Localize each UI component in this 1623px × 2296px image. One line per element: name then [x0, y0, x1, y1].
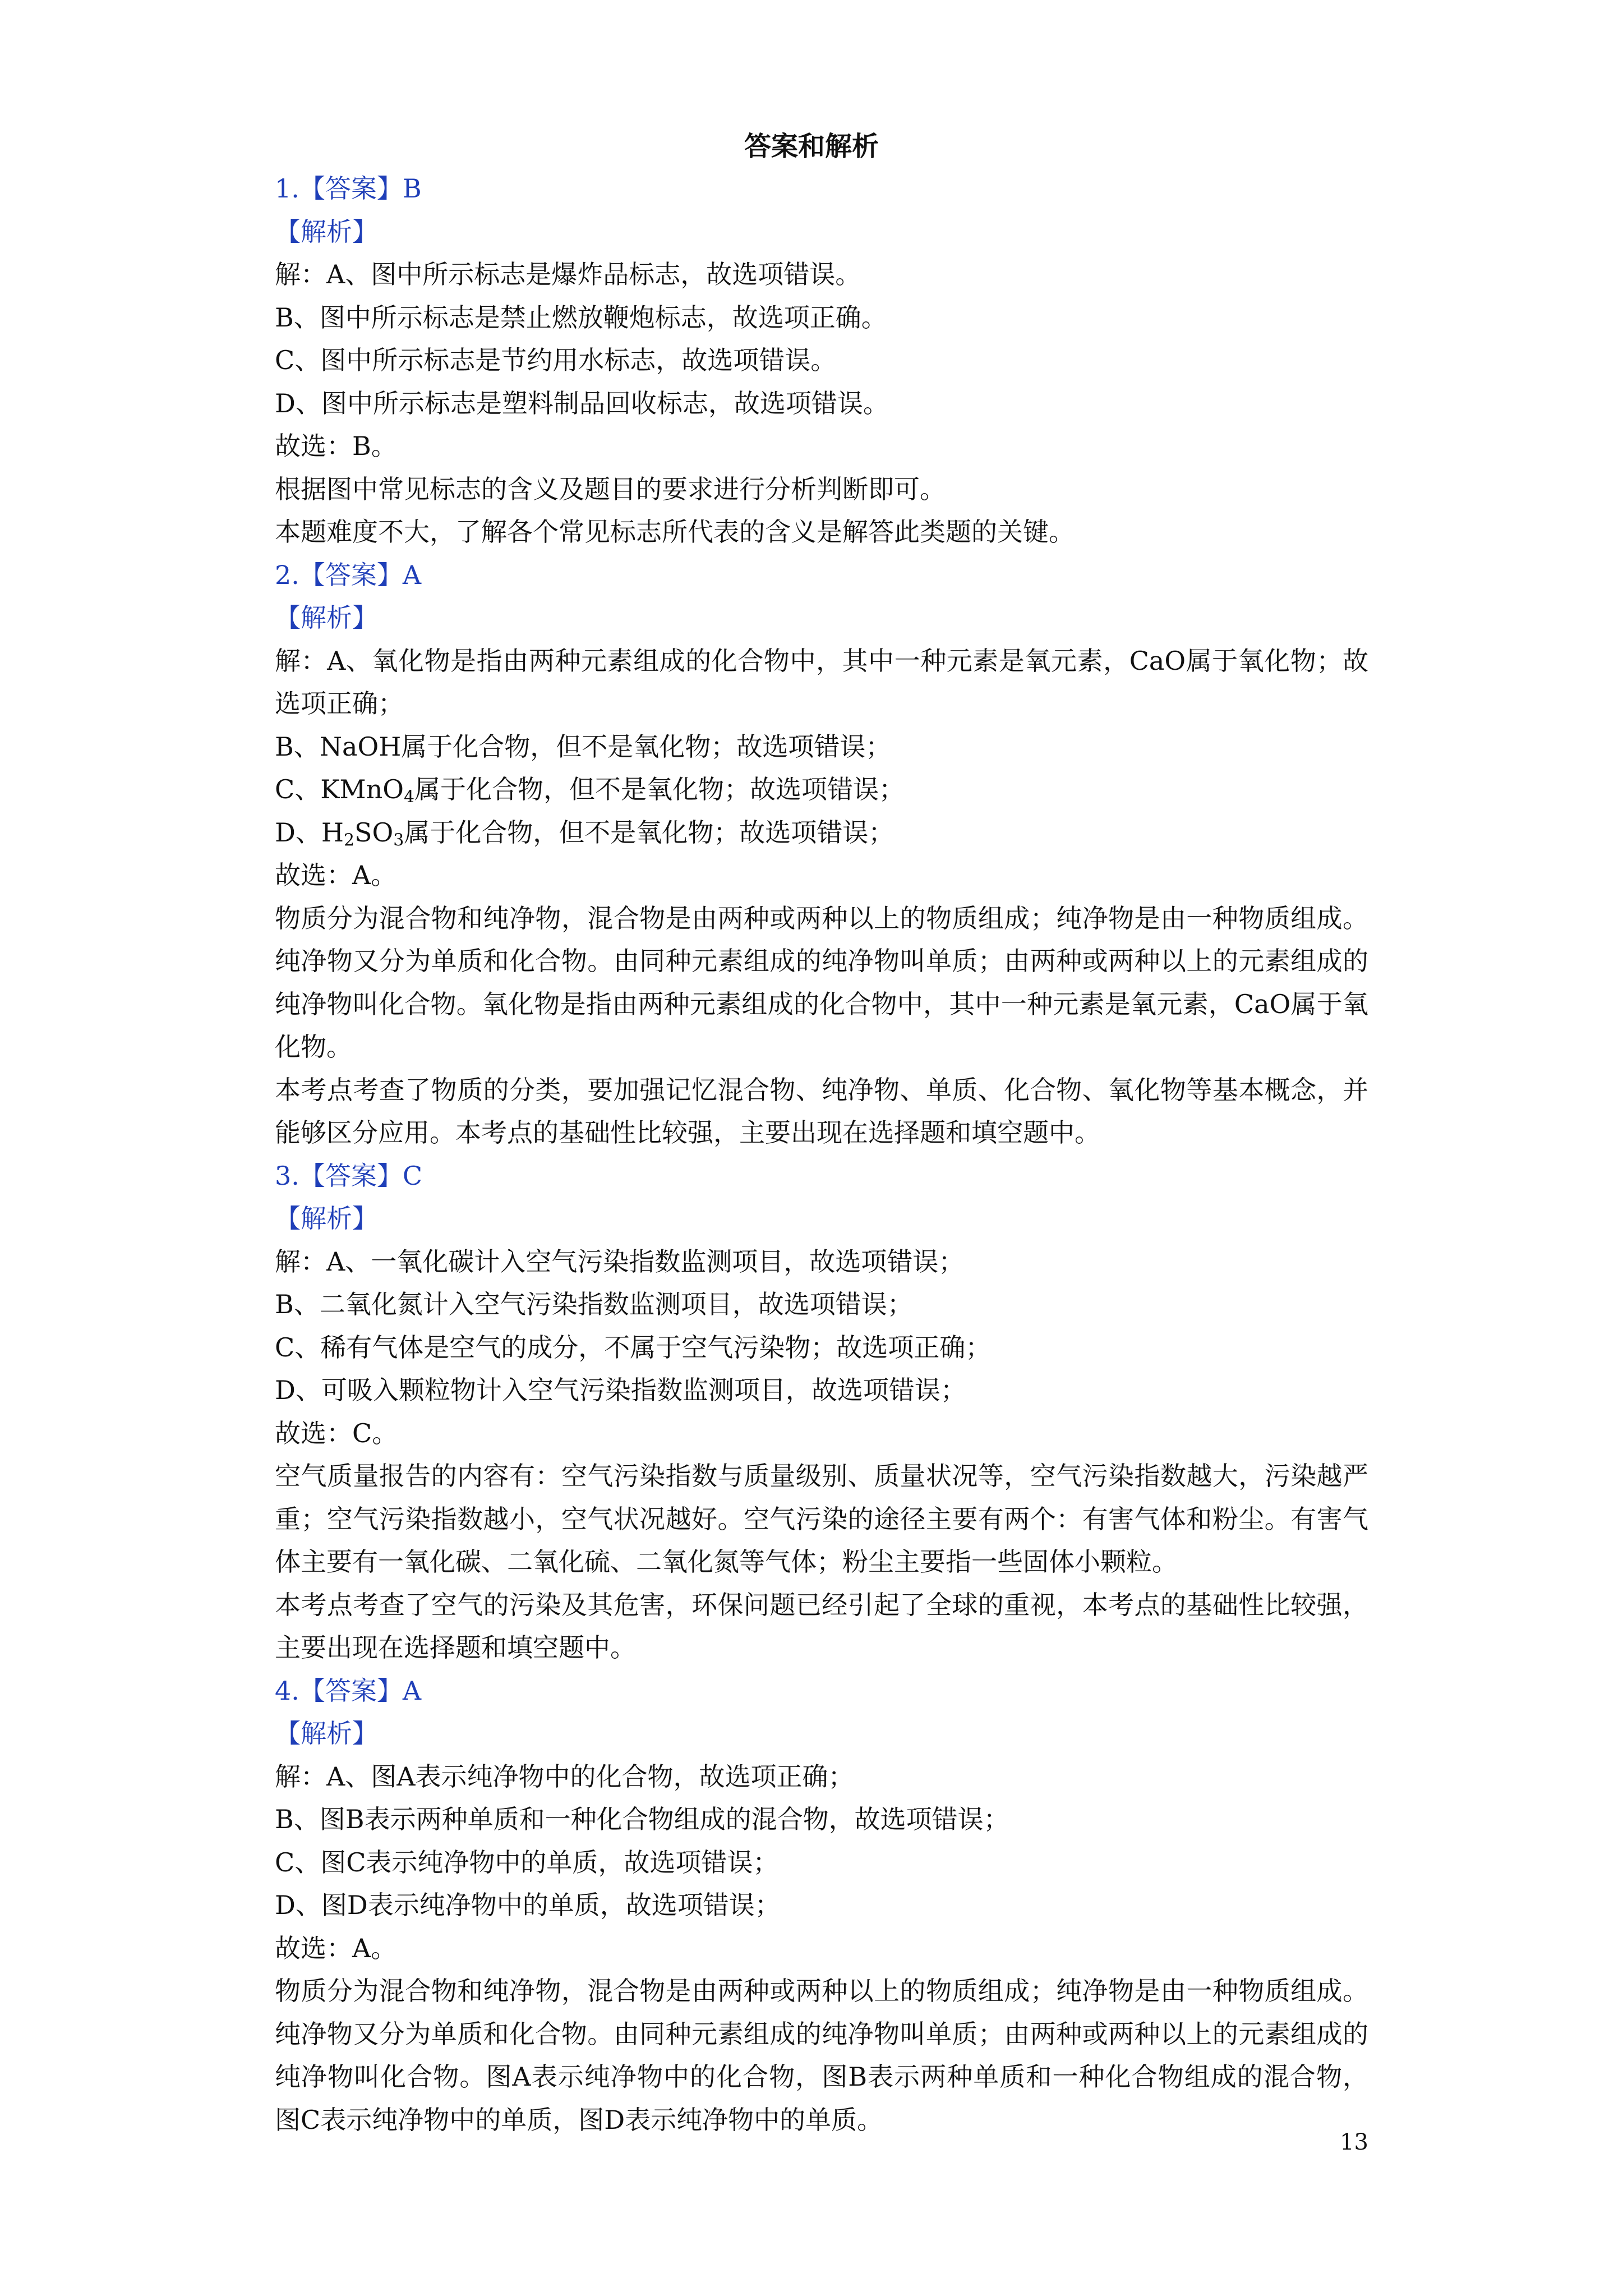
- q2-line-kmno4: [275, 768, 1368, 811]
- q1-line: 故选：B。: [275, 431, 397, 461]
- q3-number: 3.: [275, 1160, 299, 1191]
- q2-analysis-tag: 【解析】: [275, 602, 378, 633]
- q3-answer-label: 【答案】: [299, 1160, 403, 1191]
- q4-explanation: 物质分为混合物和纯净物，混合物是由两种或两种以上的物质组成；纯净物是由一种物质组成。纯净物又分为单质和化合物。由同种元素组成的纯净物叫单质；由两种或两种以上的元素组成的纯净物叫化合物。图A表示纯净物中的化合物，图B表示两种单质和一种化合物组成的混合物，图C表示纯净物中的单质，图D表示纯净物中的单质。: [275, 1976, 1368, 2135]
- q2-line: 解：A、氧化物是指由两种元素组成的化合物中，其中一种元素是氧元素，CaO属于氧化物；故选项正确；: [275, 645, 1368, 719]
- q1-line: B、图中所示标志是禁止燃放鞭炮标志，故选项正确。: [275, 302, 887, 333]
- line-text: 属于化合物，但不是氧化物；故选项错误；: [404, 817, 895, 848]
- q4-line: 解：A、图A表示纯净物中的化合物，故选项正确；: [275, 1761, 854, 1792]
- q4-line: 故选：A。: [275, 1932, 397, 1963]
- q4-line: C、图C表示纯净物中的单质，故选项错误；: [275, 1847, 779, 1878]
- q1-line: 根据图中常见标志的含义及题目的要求进行分析判断即可。: [275, 473, 946, 504]
- q3-answer-value: C: [402, 1160, 423, 1191]
- q1-analysis-tag: 【解析】: [275, 216, 378, 247]
- q2-line-h2so3: [275, 811, 1368, 854]
- page-title: 答案和解析: [744, 131, 879, 162]
- q3-summary: 本考点考查了空气的污染及其危害，环保问题已经引起了全球的重视，本考点的基础性比较强，主要出现在选择题和填空题中。: [275, 1589, 1368, 1663]
- formula-subscript: 2: [344, 830, 355, 850]
- q3-explanation: 空气质量报告的内容有：空气污染指数与质量级别、质量状况等，空气污染指数越大，污染越严重；空气污染指数越小，空气状况越好。空气污染的途径主要有两个：有害气体和粉尘。有害气体主要有一氧化碳、二氧化硫、二氧化氮等气体；粉尘主要指一些固体小颗粒。: [275, 1461, 1368, 1577]
- q1-line: D、图中所示标志是塑料制品回收标志，故选项错误。: [275, 388, 889, 418]
- q4-answer-label: 【答案】: [299, 1675, 403, 1706]
- q3-answer-heading: [275, 1154, 1368, 1198]
- page-number: 13: [1340, 2129, 1368, 2155]
- q2-summary: 本考点考查了物质的分类，要加强记忆混合物、纯净物、单质、化合物、氧化物等基本概念，并能够区分应用。本考点的基础性比较强，主要出现在选择题和填空题中。: [275, 1074, 1368, 1148]
- q3-line: B、二氧化氮计入空气污染指数监测项目，故选项错误；: [275, 1289, 913, 1319]
- formula-text: SO: [354, 817, 394, 848]
- formula-subscript: 4: [404, 787, 415, 807]
- answer-content: [275, 167, 1368, 2141]
- q2-line: 故选：A。: [275, 860, 397, 890]
- q4-answer-value: A: [402, 1675, 422, 1706]
- q4-answer-heading: [275, 1669, 1368, 1713]
- q4-analysis-tag: 【解析】: [275, 1718, 378, 1749]
- q2-answer-value: A: [402, 559, 422, 590]
- q3-analysis-tag: 【解析】: [275, 1203, 378, 1234]
- q4-line: D、图D表示纯净物中的单质，故选项错误；: [275, 1890, 781, 1920]
- q1-answer-heading: [275, 167, 1368, 210]
- q1-line: C、图中所示标志是节约用水标志，故选项错误。: [275, 345, 837, 375]
- q1-line: 本题难度不大，了解各个常见标志所代表的含义是解答此类题的关键。: [275, 517, 1075, 547]
- q2-line: B、NaOH属于化合物，但不是氧化物；故选项错误；: [275, 731, 892, 762]
- q3-line: 解：A、一氧化碳计入空气污染指数监测项目，故选项错误；: [275, 1246, 965, 1277]
- formula-text: D、H: [275, 817, 344, 848]
- q1-number: 1.: [275, 173, 299, 204]
- q2-explanation: 物质分为混合物和纯净物，混合物是由两种或两种以上的物质组成；纯净物是由一种物质组成。纯净物又分为单质和化合物。由同种元素组成的纯净物叫单质；由两种或两种以上的元素组成的纯净物叫化合物。氧化物是指由两种元素组成的化合物中，其中一种元素是氧元素，CaO属于氧化物。: [275, 903, 1368, 1062]
- formula-text: C、KMnO: [275, 774, 404, 804]
- q2-answer-label: 【答案】: [299, 559, 403, 590]
- q1-answer-value: B: [402, 173, 422, 204]
- q3-line: 故选：C。: [275, 1418, 398, 1448]
- q2-answer-heading: [275, 554, 1368, 597]
- q4-line: B、图B表示两种单质和一种化合物组成的混合物，故选项错误；: [275, 1804, 1009, 1834]
- q1-line: 解：A、图中所示标志是爆炸品标志，故选项错误。: [275, 259, 861, 289]
- q3-line: D、可吸入颗粒物计入空气污染指数监测项目，故选项错误；: [275, 1375, 966, 1405]
- q4-number: 4.: [275, 1675, 299, 1706]
- q3-line: C、稀有气体是空气的成分，不属于空气污染物；故选项正确；: [275, 1332, 992, 1363]
- line-text: 属于化合物，但不是氧化物；故选项错误；: [414, 774, 905, 804]
- q2-number: 2.: [275, 559, 299, 590]
- q1-answer-label: 【答案】: [299, 173, 403, 204]
- formula-subscript: 3: [393, 830, 404, 850]
